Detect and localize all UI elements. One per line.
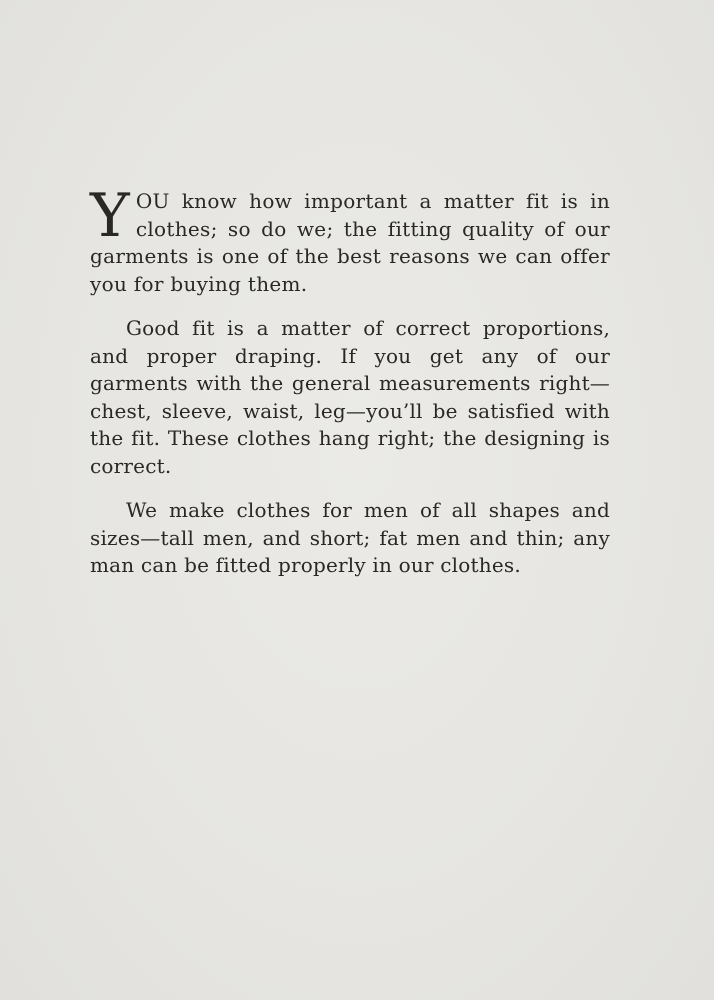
paragraph-1-text: OU know how important a matter fit is in clothes; so do we; the fitting quality of our garments is one of the best reasons we can offer you for buying them. (90, 189, 610, 296)
drop-cap: Y (90, 181, 130, 251)
paragraph-3: We make clothes for men of all shapes and sizes—tall men, and short; fat men and thin; any man can be fitted properly in our clothes. (90, 498, 610, 577)
paragraph-2: Good fit is a matter of correct proportions, and proper draping. If you get any of our garments with the general measurements right—chest, sleeve, waist, leg—you’ll be satisfied with the fit. These clothes hang right; the designing is correct. (90, 316, 610, 478)
body-text (90, 181, 610, 597)
paragraph-1 (90, 181, 610, 298)
